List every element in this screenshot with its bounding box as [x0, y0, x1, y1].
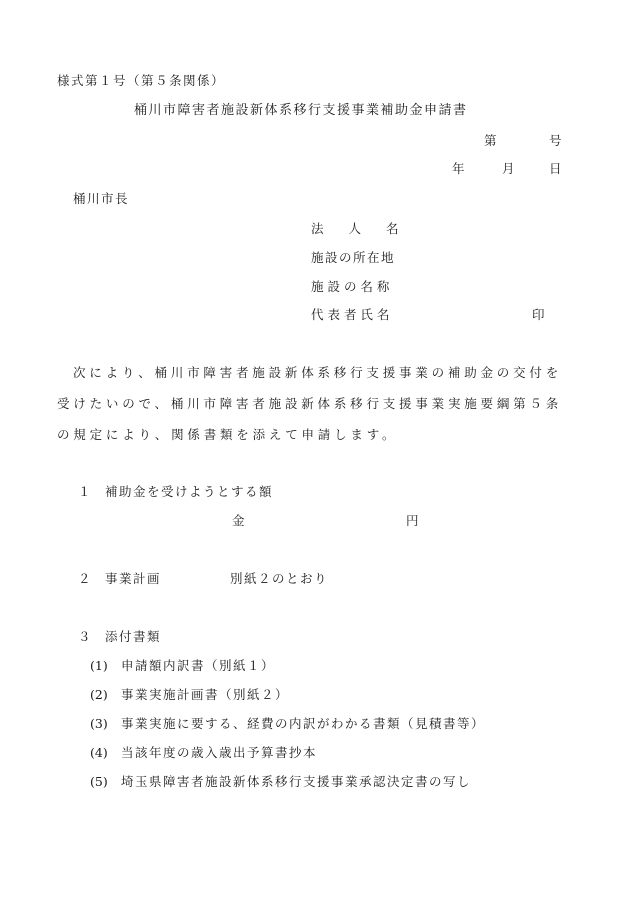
section1-title: 補助金を受けようとする額 [105, 484, 274, 499]
section3-number: ３ [78, 629, 91, 644]
representative-label: 代 表 者 氏 名 [311, 307, 390, 322]
date-month: 月 [502, 161, 515, 176]
addressee: 桶川市長 [73, 191, 130, 206]
form-number: 様式第１号（第５条関係） [57, 73, 226, 88]
list-item-text: 申請額内訳書（別紙１） [121, 658, 276, 673]
facility-location-label: 施設の所在地 [311, 250, 396, 265]
list-item-number: (1) [90, 658, 108, 673]
section2-title: 事業計画 [105, 571, 162, 586]
date-year: 年 [452, 161, 465, 176]
application-statement: 次により、桶川市障害者施設新体系移行支援事業の補助金の交付を受けたいので、桶川市障害者施設新体系移行支援事業実施要綱第５条の規定により、関係書類を添えて申請します。 [57, 365, 563, 442]
list-item-number: (3) [90, 716, 108, 731]
list-item-text: 当該年度の歳入歳出予算書抄本 [121, 745, 318, 760]
section3-title: 添付書類 [105, 629, 162, 644]
list-item-text: 事業実施に要する、経費の内訳がわかる書類（見積書等） [121, 716, 486, 731]
list-item-text: 埼玉県障害者施設新体系移行支援事業承認決定書の写し [121, 774, 472, 789]
doc-number-go: 号 [549, 133, 562, 148]
document-title: 桶川市障害者施設新体系移行支援事業補助金申請書 [134, 103, 468, 118]
section2-value: 別紙２のとおり [230, 571, 329, 586]
seal-mark: 印 [532, 307, 545, 322]
doc-number-dai: 第 [484, 133, 497, 148]
amount-yen: 円 [406, 513, 419, 528]
amount-kin: 金 [232, 513, 245, 528]
facility-name-label: 施 設 の 名 称 [311, 279, 390, 294]
list-item-text: 事業実施計画書（別紙２） [121, 687, 290, 702]
section2-number: ２ [78, 571, 91, 586]
date-day: 日 [549, 161, 562, 176]
list-item-number: (5) [90, 774, 108, 789]
section1-number: １ [78, 484, 91, 499]
list-item-number: (2) [90, 687, 108, 702]
corp-name-label: 法 人 名 [311, 221, 399, 236]
list-item-number: (4) [90, 745, 108, 760]
